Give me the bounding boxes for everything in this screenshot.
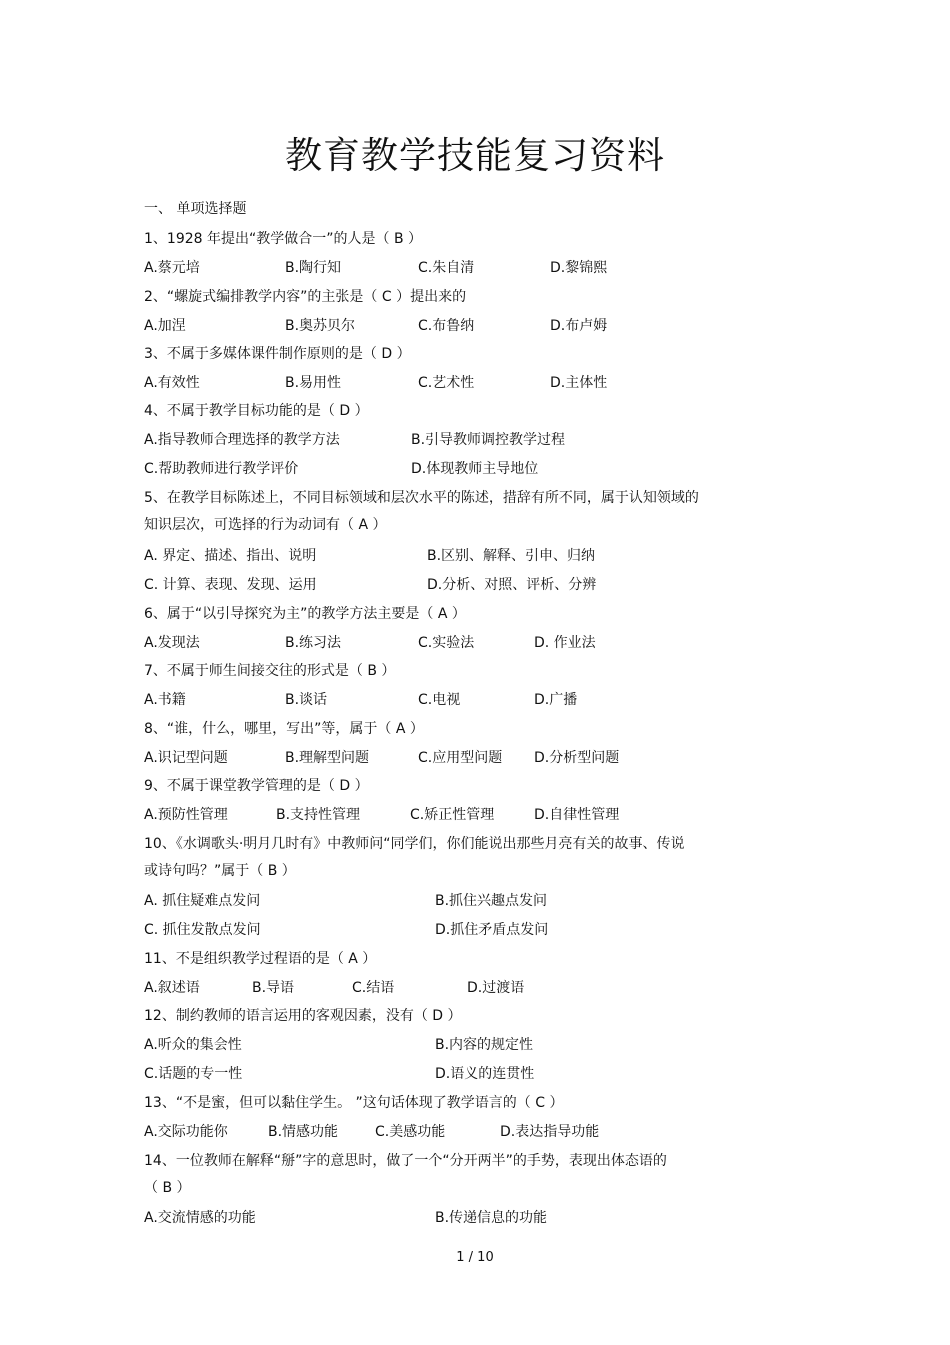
question-14-continued: （ B ） [144,1180,191,1196]
option: D.主体性 [550,375,608,391]
option: B.区别、解释、引申、归纳 [427,548,596,564]
option: B.理解型问题 [285,750,370,766]
question-1: 1、1928 年提出“教学做合一”的人是（ B ） [144,231,422,247]
option: B.内容的规定性 [435,1037,534,1053]
option: B.支持性管理 [276,807,361,823]
option: C.实验法 [418,635,475,651]
option: B.情感功能 [268,1124,339,1140]
question-6: 6、属于“以引导探究为主”的教学方法主要是（ A ） [144,606,466,622]
option: B.易用性 [285,375,342,391]
option: D.过渡语 [467,980,525,996]
option: A.指导教师合理选择的教学方法 [144,432,340,448]
option: C.电视 [418,692,461,708]
option: B.练习法 [285,635,342,651]
option: A.叙述语 [144,980,200,996]
option: B.抓住兴趣点发问 [435,893,548,909]
option: B.陶行知 [285,260,342,276]
option: C. 计算、表现、发现、运用 [144,577,317,593]
question-12: 12、制约教师的语言运用的客观因素，没有（ D ） [144,1008,462,1024]
option: A. 界定、描述、指出、说明 [144,548,317,564]
question-11: 11、不是组织教学过程语的是（ A ） [144,951,377,967]
option: C.应用型问题 [418,750,503,766]
question-3: 3、不属于多媒体课件制作原则的是（ D ） [144,346,411,362]
option: C.结语 [352,980,395,996]
option: B.导语 [252,980,295,996]
question-7: 7、不属于师生间接交往的形式是（ B ） [144,663,396,679]
option: D.分析、对照、评析、分辨 [427,577,597,593]
question-14: 14、一位教师在解释“掰”字的意思时，做了一个“分开两半”的手势，表现出体态语的 [144,1153,667,1169]
option: D.语义的连贯性 [435,1066,535,1082]
page-number: 1 / 10 [456,1250,494,1265]
question-5: 5、在教学目标陈述上，不同目标领域和层次水平的陈述，措辞有所不同，属于认知领域的 [144,490,699,506]
option: D.布卢姆 [550,318,608,334]
option: A.识记型问题 [144,750,228,766]
option: B.谈话 [285,692,328,708]
option: A.书籍 [144,692,186,708]
option: A. 抓住疑难点发问 [144,893,261,909]
option: C.布鲁纳 [418,318,475,334]
option: D.体现教师主导地位 [411,461,539,477]
option: D.抓住矛盾点发问 [435,922,549,938]
option: D.分析型问题 [534,750,620,766]
option: C.美感功能 [375,1124,446,1140]
option: C. 抓住发散点发问 [144,922,261,938]
option: B.奥苏贝尔 [285,318,356,334]
option: D.表达指导功能 [500,1124,600,1140]
question-10-continued: 或诗句吗？”属于（ B ） [144,863,296,879]
option: A.发现法 [144,635,200,651]
option: A.交际功能你 [144,1124,228,1140]
option: A.交流情感的功能 [144,1210,256,1226]
option: A.有效性 [144,375,200,391]
option: D.广播 [534,692,578,708]
question-8: 8、“谁，什么，哪里，写出”等，属于（ A ） [144,721,424,737]
option: D.黎锦熙 [550,260,608,276]
option: D. 作业法 [534,635,596,651]
option: B.传递信息的功能 [435,1210,548,1226]
option: C.帮助教师进行教学评价 [144,461,299,477]
question-5-continued: 知识层次，可选择的行为动词有（ A ） [144,517,387,533]
option: C.艺术性 [418,375,475,391]
question-4: 4、不属于教学目标功能的是（ D ） [144,403,369,419]
section-heading: 一、 单项选择题 [144,201,247,217]
question-9: 9、不属于课堂教学管理的是（ D ） [144,778,369,794]
option: C.矫正性管理 [410,807,495,823]
option: A.听众的集会性 [144,1037,242,1053]
option: A.加涅 [144,318,186,334]
question-10: 10、《水调歌头·明月几时有》中教师问“同学们，你们能说出那些月亮有关的故事、传说 [144,836,685,852]
question-2: 2、“螺旋式编排教学内容”的主张是（ C ）提出来的 [144,289,467,305]
option: A.预防性管理 [144,807,228,823]
page-title: 教育教学技能复习资料 [285,134,665,177]
option: C.话题的专一性 [144,1066,243,1082]
question-13: 13、“不是蜜，但可以黏住学生。 ”这句话体现了教学语言的（ C ） [144,1095,564,1111]
option: C.朱自清 [418,260,475,276]
option: D.自律性管理 [534,807,620,823]
option: A.蔡元培 [144,260,200,276]
option: B.引导教师调控教学过程 [411,432,566,448]
